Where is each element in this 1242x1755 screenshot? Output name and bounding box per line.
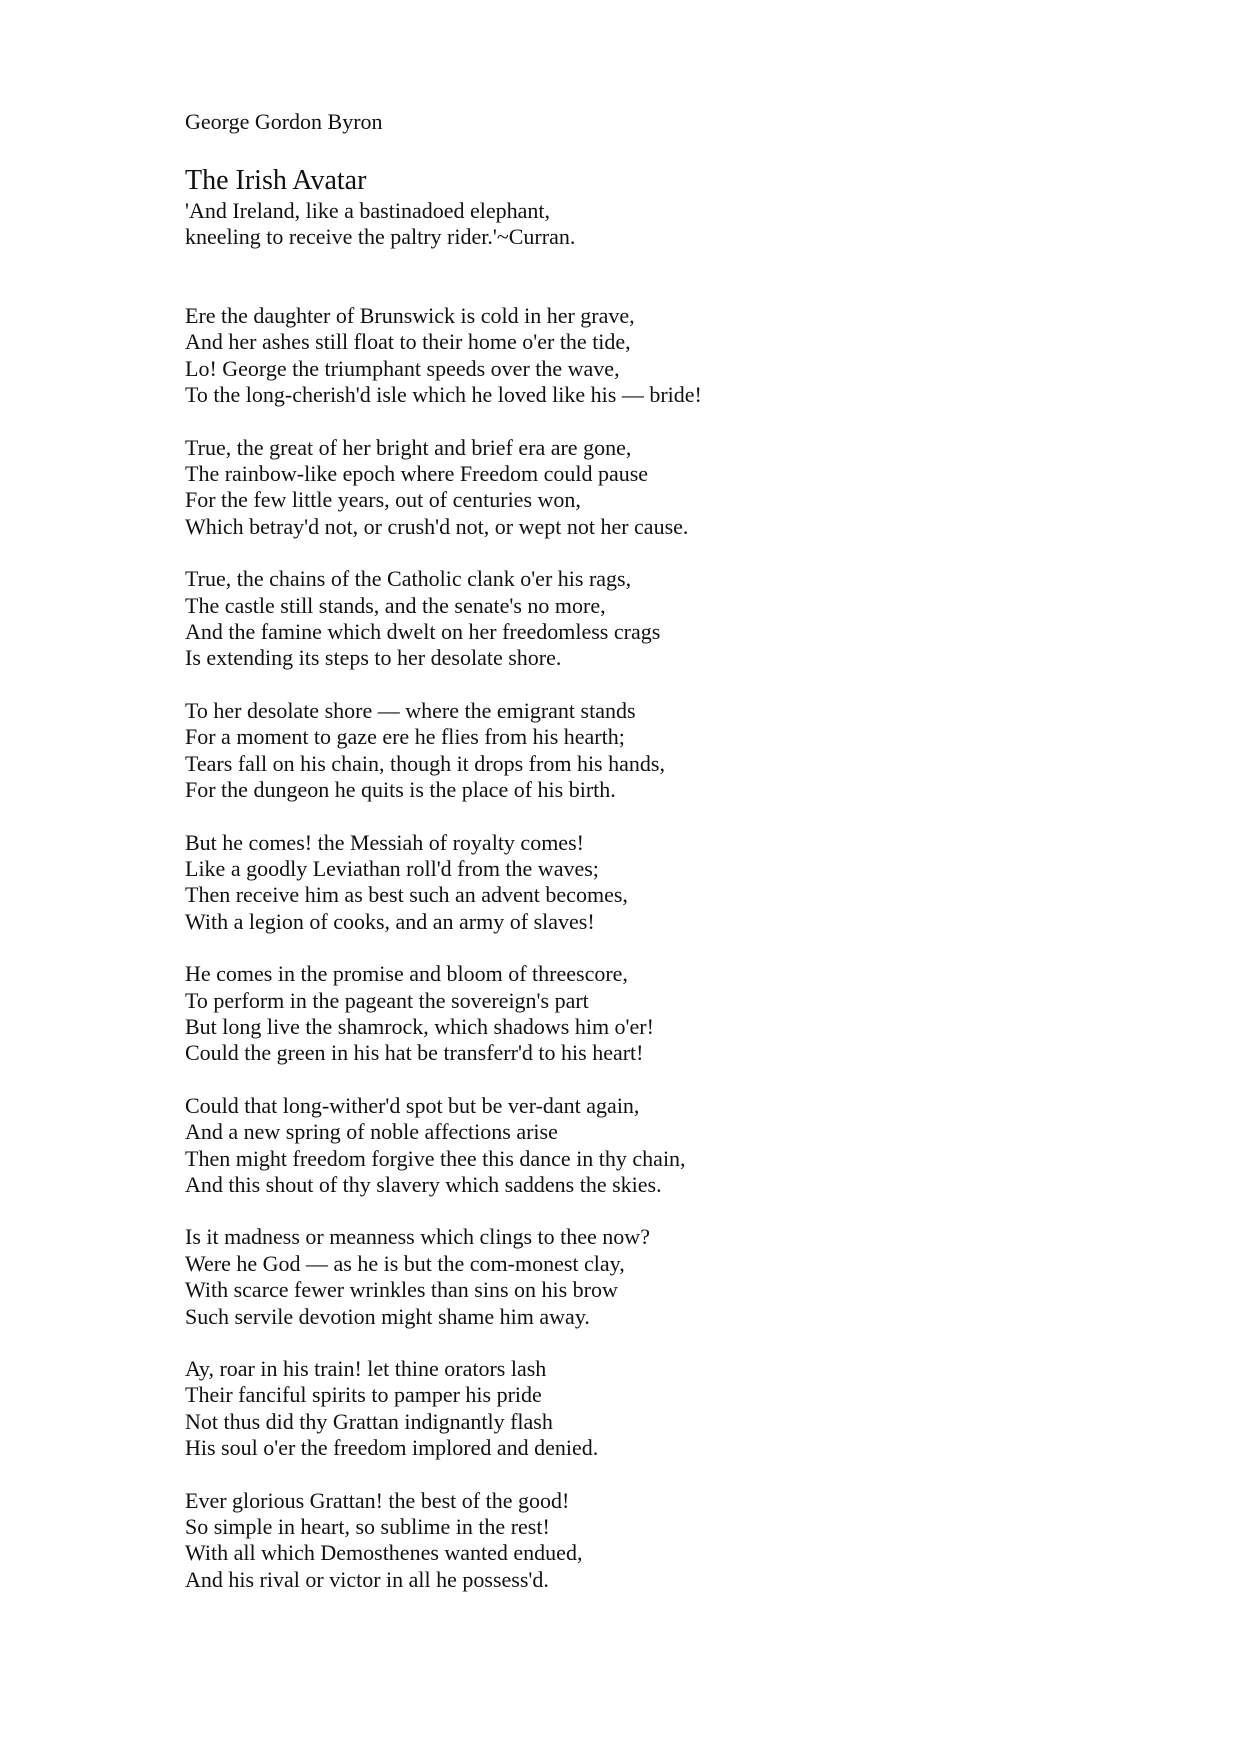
epigraph-line: kneeling to receive the paltry rider.'~Curran. [185, 224, 576, 250]
verse-line: Not thus did thy Grattan indignantly flash [185, 1408, 553, 1434]
verse-line: And a new spring of noble affections arise [185, 1119, 558, 1145]
verse-line: And this shout of thy slavery which saddens the skies. [185, 1171, 662, 1197]
verse-line: Like a goodly Leviathan roll'd from the waves; [185, 855, 599, 881]
verse-line: The rainbow-like epoch where Freedom could pause [185, 461, 649, 487]
verse-line: Such servile devotion might shame him away. [185, 1303, 590, 1329]
verse-line: Then receive him as best such an advent becomes, [185, 882, 628, 908]
verse-line: But long live the shamrock, which shadows him o'er! [185, 1013, 654, 1039]
verse-line: To perform in the pageant the sovereign's part [185, 987, 589, 1013]
stanza [185, 1356, 702, 1462]
verse-line: True, the chains of the Catholic clank o'er his rags, [185, 566, 632, 592]
verse-line: He comes in the promise and bloom of threescore, [185, 961, 628, 987]
verse-line: For the few little years, out of centuries won, [185, 487, 581, 513]
verse-line: Could the green in his hat be transferr'd to his heart! [185, 1040, 644, 1066]
verse-line: And the famine which dwelt on her freedomless crags [185, 619, 661, 645]
verse-line: So simple in heart, so sublime in the rest! [185, 1514, 550, 1540]
poem-body [185, 303, 702, 1619]
verse-line: And her ashes still float to their home o'er the tide, [185, 329, 631, 355]
verse-line: His soul o'er the freedom implored and denied. [185, 1435, 599, 1461]
verse-line: For a moment to gaze ere he flies from his hearth; [185, 724, 625, 750]
verse-line: Ever glorious Grattan! the best of the good! [185, 1487, 570, 1513]
stanza [185, 698, 702, 804]
epigraph-line: 'And Ireland, like a bastinadoed elephant, [185, 198, 550, 223]
verse-line: To her desolate shore — where the emigrant stands [185, 697, 636, 723]
verse-line: With a legion of cooks, and an army of slaves! [185, 908, 595, 934]
stanza [185, 1224, 702, 1330]
stanza [185, 566, 702, 672]
verse-line: And his rival or victor in all he possess'd. [185, 1566, 549, 1592]
verse-line: To the long-cherish'd isle which he loved like his — bride! [185, 382, 702, 408]
verse-line: The castle still stands, and the senate's no more, [185, 592, 606, 618]
verse-line: Were he God — as he is but the com-monest clay, [185, 1250, 625, 1276]
epigraph [185, 198, 575, 251]
author-name: George Gordon Byron [185, 109, 383, 134]
poem-title: The Irish Avatar [185, 165, 367, 196]
verse-line: Ay, roar in his train! let thine orators lash [185, 1356, 547, 1381]
stanza [185, 961, 702, 1067]
verse-line: Is it madness or meanness which clings to thee now? [185, 1224, 650, 1250]
stanza [185, 435, 702, 541]
verse-line: Which betray'd not, or crush'd not, or wept not her cause. [185, 513, 689, 539]
verse-line: True, the great of her bright and brief era are gone, [185, 434, 632, 460]
stanza [185, 303, 702, 409]
verse-line: For the dungeon he quits is the place of his birth. [185, 777, 616, 803]
stanza [185, 830, 702, 936]
verse-line: Their fanciful spirits to pamper his pride [185, 1382, 542, 1408]
verse-line: Lo! George the triumphant speeds over the wave, [185, 355, 620, 381]
verse-line: With all which Demosthenes wanted endued, [185, 1540, 583, 1566]
verse-line: Could that long-wither'd spot but be ver-dant again, [185, 1092, 640, 1118]
verse-line: Tears fall on his chain, though it drops from his hands, [185, 750, 665, 776]
verse-line: But he comes! the Messiah of royalty comes! [185, 829, 584, 855]
stanza [185, 1488, 702, 1594]
verse-line: With scarce fewer wrinkles than sins on his brow [185, 1277, 618, 1303]
verse-line: Is extending its steps to her desolate shore. [185, 645, 562, 671]
stanza [185, 1093, 702, 1199]
verse-line: Then might freedom forgive thee this dance in thy chain, [185, 1145, 686, 1171]
verse-line: Ere the daughter of Brunswick is cold in her grave, [185, 303, 635, 328]
